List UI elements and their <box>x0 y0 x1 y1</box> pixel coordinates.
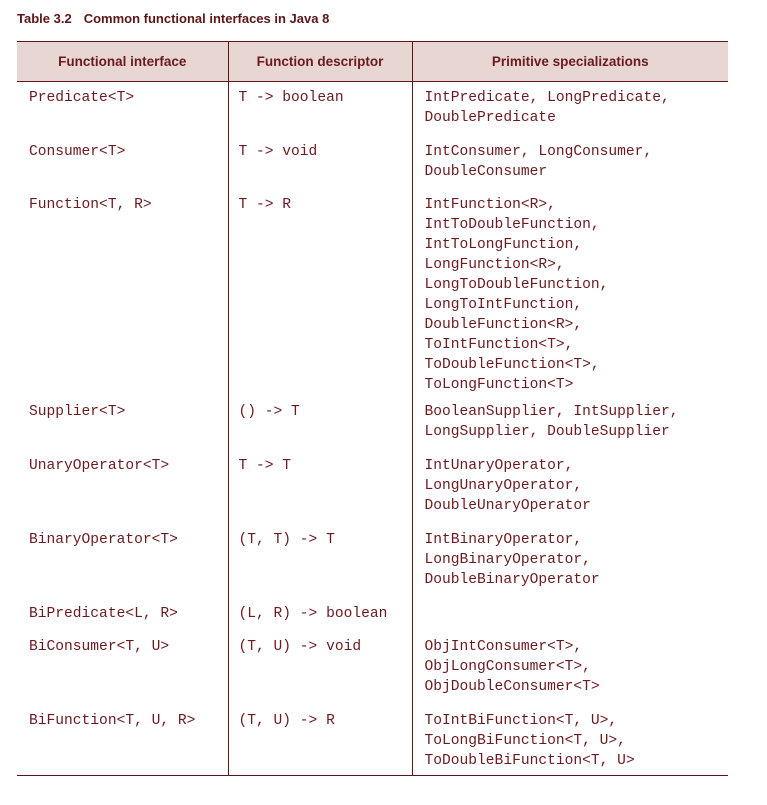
table-title: Common functional interfaces in Java 8 <box>83 11 330 26</box>
descriptor-cell: (T, T) -> T <box>228 524 412 598</box>
specialization-line: IntUnaryOperator, <box>424 457 574 474</box>
table-row <box>17 524 728 598</box>
specializations-cell <box>412 136 728 189</box>
specialization-line: LongToDoubleFunction, <box>424 276 609 293</box>
specialization-line: LongFunction<R>, <box>424 256 565 273</box>
specialization-line: ToIntBiFunction<T, U>, <box>424 712 618 729</box>
interface-cell: BiFunction<T, U, R> <box>17 705 228 776</box>
interface-cell: BinaryOperator<T> <box>29 531 178 548</box>
functional-interfaces-table <box>17 41 728 776</box>
interface-cell: Supplier<T> <box>29 403 126 420</box>
descriptor-cell: T -> boolean <box>228 82 412 136</box>
specialization-line: IntFunction<R>, <box>424 196 556 213</box>
specializations-cell <box>412 82 728 136</box>
descriptor-cell: (T, U) -> void <box>228 631 412 705</box>
table-row <box>17 82 728 136</box>
table-row <box>17 189 728 396</box>
specialization-line: ToDoubleBiFunction<T, U> <box>424 752 635 769</box>
specialization-line: IntPredicate, LongPredicate, <box>424 90 670 106</box>
specialization-line: ToLongBiFunction<T, U>, <box>424 732 626 749</box>
header-function-descriptor: Function descriptor <box>228 42 412 82</box>
table-row <box>17 396 728 450</box>
specialization-line: IntToDoubleFunction, <box>424 216 600 233</box>
table-row <box>17 631 728 705</box>
specialization-line: DoubleUnaryOperator <box>424 497 591 514</box>
table-caption <box>17 11 329 26</box>
interface-cell: Function<T, R> <box>29 196 152 213</box>
specialization-line: IntConsumer, LongConsumer, <box>424 143 653 160</box>
table-number: Table 3.2 <box>17 11 72 26</box>
interface-cell: BiPredicate<L, R> <box>29 605 178 622</box>
specializations-cell <box>412 396 728 450</box>
descriptor-cell: T -> T <box>228 450 412 524</box>
header-primitive-specializations: Primitive specializations <box>412 42 728 82</box>
descriptor-cell: (L, R) -> boolean <box>228 598 412 631</box>
specialization-line: BooleanSupplier, IntSupplier, <box>424 403 679 420</box>
specialization-line: DoubleBinaryOperator <box>424 571 600 588</box>
specialization-line: DoublePredicate <box>424 110 556 126</box>
descriptor-cell: T -> void <box>228 136 412 189</box>
specialization-line: ObjIntConsumer<T>, <box>424 638 583 655</box>
specializations-cell <box>412 631 728 705</box>
header-row <box>17 42 728 82</box>
table-row <box>17 598 728 631</box>
specializations-cell <box>412 524 728 598</box>
interface-cell: Predicate<T> <box>29 90 135 106</box>
specialization-line: ObjDoubleConsumer<T> <box>424 678 600 695</box>
interface-cell: UnaryOperator<T> <box>29 457 170 474</box>
specializations-cell <box>412 189 728 396</box>
specializations-cell <box>412 598 728 631</box>
specialization-line: IntBinaryOperator, <box>424 531 583 548</box>
specializations-cell <box>412 450 728 524</box>
table-row <box>17 136 728 189</box>
table-row <box>17 705 728 776</box>
specialization-line: IntToLongFunction, <box>424 236 583 253</box>
table-row <box>17 450 728 524</box>
interface-cell: Consumer<T> <box>29 143 126 160</box>
descriptor-cell: (T, U) -> R <box>228 705 412 776</box>
specialization-line: ToIntFunction<T>, <box>424 336 574 353</box>
interface-cell: BiConsumer<T, U> <box>29 638 170 655</box>
header-functional-interface: Functional interface <box>17 42 228 82</box>
specialization-line: LongBinaryOperator, <box>424 551 591 568</box>
specialization-line: ToDoubleFunction<T>, <box>424 356 600 373</box>
specialization-line: LongUnaryOperator, <box>424 477 583 494</box>
specialization-line: LongSupplier, DoubleSupplier <box>424 423 670 440</box>
specialization-line: LongToIntFunction, <box>424 296 583 313</box>
specializations-cell <box>412 705 728 776</box>
descriptor-cell: T -> R <box>228 189 412 396</box>
descriptor-cell: () -> T <box>228 396 412 450</box>
specialization-line: DoubleConsumer <box>424 163 548 180</box>
specialization-line: DoubleFunction<R>, <box>424 316 583 333</box>
specialization-line: ToLongFunction<T> <box>424 376 574 393</box>
specialization-line: ObjLongConsumer<T>, <box>424 658 591 675</box>
